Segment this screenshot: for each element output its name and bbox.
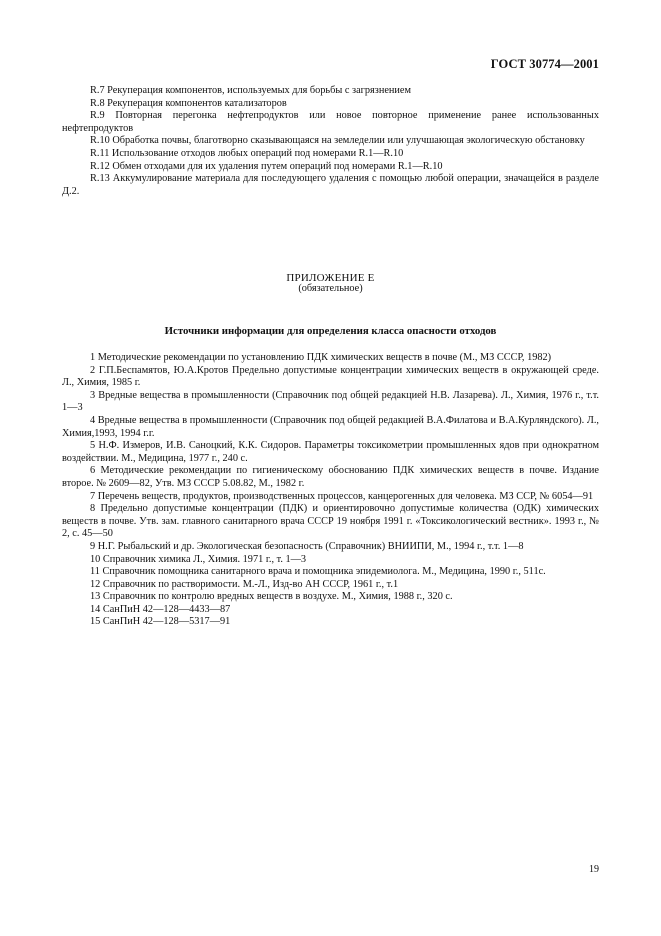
appendix-subtitle: (обязательное): [298, 283, 363, 294]
reference-item: 11 Справочник помощника санитарного врача и помощника эпидемиолога. М., Медицина, 1990 г., 511с.: [90, 566, 546, 578]
list-item: R.12 Обмен отходами для их удаления путем операций под номерами R.1—R.10: [90, 160, 443, 172]
list-item: R.9 Повторная перегонка нефтепродуктов или новое повторное применение ранее использованных нефтепродуктов: [62, 110, 599, 134]
recovery-operations-list: [62, 85, 599, 198]
section-title: Источники информации для определения класса опасности отходов: [164, 325, 497, 337]
reference-item: 13 Справочник по контролю вредных веществ в воздухе. М., Химия, 1988 г., 320 с.: [90, 591, 453, 603]
reference-item: 4 Вредные вещества в промышленности (Справочник под общей редакцией В.А.Филатова и В.А.Курляндского). Л., Химия,1993, 1994 г.г.: [62, 414, 599, 439]
reference-item: 1 Методические рекомендации по установлению ПДК химических веществ в почве (М., МЗ СССР, 1982): [90, 352, 552, 363]
reference-item: 5 Н.Ф. Измеров, И.В. Саноцкий, К.К. Сидоров. Параметры токсикометрии промышленных ядов при однократном воздействии. М., Медицина, 1977 г., 240 с.: [62, 440, 599, 464]
reference-item: 10 Справочник химика Л., Химия. 1971 г., т. 1—3: [90, 553, 307, 565]
reference-item: 8 Предельно допустимые концентрации (ПДК) и ориентировочно допустимые количества (ОДК) химических веществ в почве. Утв. зам. главного санитарного врача СССР 19 ноября 1991 г. «Токсикологический вестник». 1993 г., № 2, с. 45—50: [62, 503, 599, 540]
reference-item: 2 Г.П.Беспамятов, Ю.А.Кротов Предельно допустимые концентрации химических веществ в окружающей среде. Л., Химия, 1985 г.: [62, 364, 599, 389]
document-code: ГОСТ 30774—2001: [490, 57, 599, 71]
reference-item: 3 Вредные вещества в промышленности (Справочник под общей редакцией Н.В. Лазарева). Л., Химия, 1976 г., т.т. 1—3: [62, 389, 599, 414]
references-list: [62, 352, 599, 629]
reference-item: 12 Справочник по растворимости. М.-Л., Изд-во АН СССР, 1961 г., т.1: [90, 578, 399, 590]
list-item: R.11 Использование отходов любых операций под номерами R.1—R.10: [90, 147, 404, 159]
list-item: R.7 Рекуперация компонентов, используемых для борьбы с загрязнением: [90, 85, 412, 96]
appendix-title: ПРИЛОЖЕНИЕ Е: [286, 272, 375, 284]
reference-item: 6 Методические рекомендации по гигиеническому обоснованию ПДК химических веществ в почве. Издание второе. № 2609—82, Утв. МЗ СССР 5.08.82, М., 1982 г.: [62, 465, 599, 489]
reference-item: 14 СанПиН 42—128—4433—87: [90, 603, 231, 615]
list-item: R.10 Обработка почвы, благотворно сказывающаяся на земледелии или улучшающая экологическую обстановку: [90, 135, 585, 147]
reference-item: 15 СанПиН 42—128—5317—91: [90, 616, 231, 628]
page-number: 19: [589, 864, 599, 875]
list-item: R.8 Рекуперация компонентов катализаторов: [90, 97, 287, 109]
reference-item: 9 Н.Г. Рыбальский и др. Экологическая безопасность (Справочник) ВНИИПИ, М., 1994 г., т.т. 1—8: [90, 540, 524, 552]
reference-item: 7 Перечень веществ, продуктов, производственных процессов, канцерогенных для человека. МЗ ССР, № 6054—91: [90, 490, 594, 502]
list-item: R.13 Аккумулирование материала для последующего удаления с помощью любой операции, значащейся в разделе Д.2.: [62, 173, 599, 197]
